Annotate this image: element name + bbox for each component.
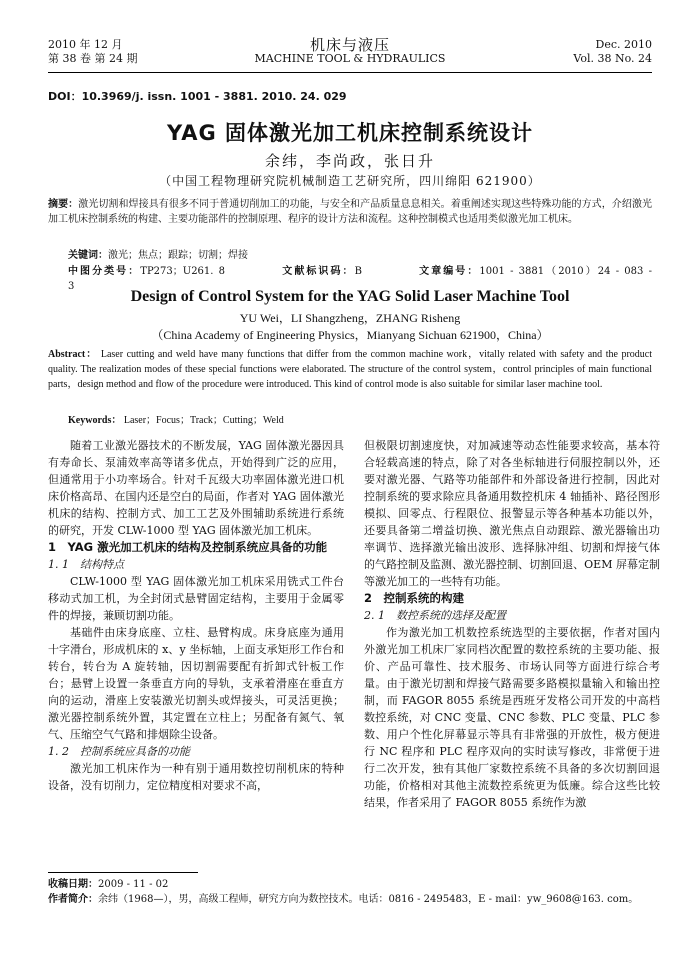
keywords-label-en: Keywords： [68,415,122,426]
section-1-2-heading: 1. 2 控制系统应具备的功能 [48,745,190,758]
received-label: 收稿日期： [48,879,98,890]
body-column-left [48,437,344,794]
footnote-received [48,878,652,892]
keywords-en [68,413,652,428]
author-bio-label: 作者简介： [48,894,98,905]
abstract-en [48,347,652,392]
header-rule [48,72,652,73]
section-1-2-paragraph-a: 激光加工机床作为一种有别于通用数控切削机床的特种设备，没有切削力，定位精度相对要求不高， [48,762,344,792]
keywords-label-cn: 关键词： [68,250,108,261]
running-header [48,38,652,72]
abstract-label-cn: 摘要： [48,199,79,210]
footnote-author [48,893,652,907]
abstract-text-cn: 激光切割和焊接具有很多不同于普通切削加工的功能，与安全和产品质量息息相关。着重阐述实现这些特殊功能的方式，介绍激光加工机床控制系统的构建、主要功能部件的控制原理、程序的设计方法和流程。这种控制模式也适用类似激光加工机床。 [48,199,653,225]
doccode-value: B [354,266,362,277]
articleno-label: 文章编号： [419,266,480,277]
title-en: Design of Control System for the YAG Solid Laser Machine Tool [130,288,570,305]
body-column-right [364,437,660,811]
authors-en: YU Wei，LI Shangzheng，ZHANG Risheng [239,311,461,325]
header-right [573,38,652,66]
footnote-rule [48,872,198,873]
doi: DOI：10.3969/j. issn. 1001 - 3881. 2010. 24. 029 [48,90,347,103]
doccode-label: 文献标识码： [282,266,355,277]
section-2-1-paragraph: 作为激光加工机数控系统选型的主要依据，作者对国内外激光加工机床厂家同档次配置的数控系统的主要功能、报价、产品可靠性、技术服务、市场认同等方面进行综合考量。由于激光切割和焊接气路需要多路模拟量输入和输出控制，而 FAGOR 8055 系统是西班牙发格公司开发的中高档数控系统，对 CNC 变量、CNC 参数、PLC 变量、PLC 参数、用户个性化屏幕显示等具有非常强的开放性，极方便进行 NC 程序和 PLC 程序双向的实时读写修改，非常便于进行二次开发，独有其他厂家数控系统不具备的多次切割回退功能，价格相对其他主流数控系统更为低廉。综合这些比较结果，作者采用了 FAGOR 8055 系统作为激 [364,626,660,809]
title-cn: YAG 固体激光加工机床控制系统设计 [167,121,533,145]
section-1-1-heading: 1. 1 结构特点 [48,558,124,571]
section-1-1-paragraph-a: CLW-1000 型 YAG 固体激光加工机床采用铣式工件台移动式加工机，为全封闭式悬臂固定结构，主要用于金属零件的焊接，兼顾切割功能。 [48,575,344,622]
abstract-label-en: Abstract： [48,349,98,360]
section-1-heading: 1 YAG 激光加工机床的结构及控制系统应具备的功能 [48,540,328,554]
section-2-heading: 2 控制系统的构建 [364,591,465,605]
section-1-1-paragraph-b: 基础件由床身底座、立柱、悬臂构成。床身底座为通用十字滑台，形成机床的 x、y 坐标轴，上面支承矩形工作台和转台，转台为 A 旋转轴，因切割需要配有折卸式针板工作台；悬臂上设置一条垂直方向的导轨，支承着滑座在垂直方向的运动，滑座上安装激光切割头或焊接头，可灵活更换；激光器控制系统外置，其定置在立柱上；另配备有氮气、氧气、压缩空气气路和排烟除尘设备。 [48,626,344,741]
clc-label: 中图分类号： [68,266,141,277]
section-1-2-paragraph-b: 但极限切割速度快，对加减速等动态性能要求较高，基本符合轻载高速的特点，除了对各坐标轴进行伺服控制以外，还要对激光器、气路等功能部件和外部设备进行控制，因此对控制系统的要求除应具备通用数控机床 4 轴插补、路径图形模拟、回零点、行程限位、报警显示等各种基本功能以外，还要具备第二增益切换、激光焦点自动跟踪、激光器输出功率调节、选择激光输出波形、选择脉冲组、切割和焊接气体的气路控制及监测、激光器控制、切割回退、OEM 屏幕定制等激光加工的一些特有功能。 [364,439,660,588]
header-issue-cn: 第 38 卷 第 24 期 [48,52,138,65]
abstract-text-en: Laser cutting and weld have many functions that differ from the common machine work，vitally related with safety and the product quality. The realization modes of these special functions were elaborated. The structure of the control system，control principles of main functional parts，design method and flow of the procedure were introduced. This kind of control mode is also suitable for similar laser machine tool. [48,349,653,390]
author-bio: 余纬（1968—），男，高级工程师，研究方向为数控技术。电话：0816 - 2495483，E - mail：yw_9608@163. com。 [98,894,639,905]
header-date-en: Dec. 2010 [595,38,652,51]
authors-cn: 余纬，李尚政，张日升 [264,152,435,170]
header-center [48,38,652,66]
abstract-cn [48,197,652,227]
journal-name-cn: 机床与液压 [309,36,390,54]
received-date: 2009 - 11 - 02 [98,879,169,890]
affiliation-cn: （中国工程物理研究院机械制造工艺研究所，四川绵阳 621900） [159,174,541,188]
section-2-1-heading: 2. 1 数控系统的选择及配置 [364,609,506,622]
affiliation-en: （China Academy of Engineering Physics，Mianyang Sichuan 621900，China） [151,328,549,342]
intro-paragraph: 随着工业激光器技术的不断发展，YAG 固体激光器因具有寿命长、泵浦效率高等诸多优点，开始得到广泛的应用，但通常用于小功率场合。针对千瓦级大功率固体激光进口机床价格高昂、在国内还是空白的局面，作者对 YAG 固体激光机床的结构、控制方式、加工工艺及外围辅助系统进行系统的研究，开发 CLW-1000 型 YAG 固体激光加工机床。 [48,439,344,537]
keywords-cn [68,248,652,263]
clc-value: TP273；U261. 8 [140,266,226,277]
keywords-text-cn: 激光；焦点；跟踪；切割；焊接 [108,250,248,261]
header-date-cn: 2010 年 12 月 [48,38,123,51]
header-issue-en: Vol. 38 No. 24 [573,52,652,65]
articleno-value: 1001 - 3881（2010）24 - 083 - 3 [68,266,652,292]
journal-name-en: MACHINE TOOL & HYDRAULICS [254,52,446,65]
keywords-text-en: Laser；Focus；Track；Cutting；Weld [123,415,284,426]
